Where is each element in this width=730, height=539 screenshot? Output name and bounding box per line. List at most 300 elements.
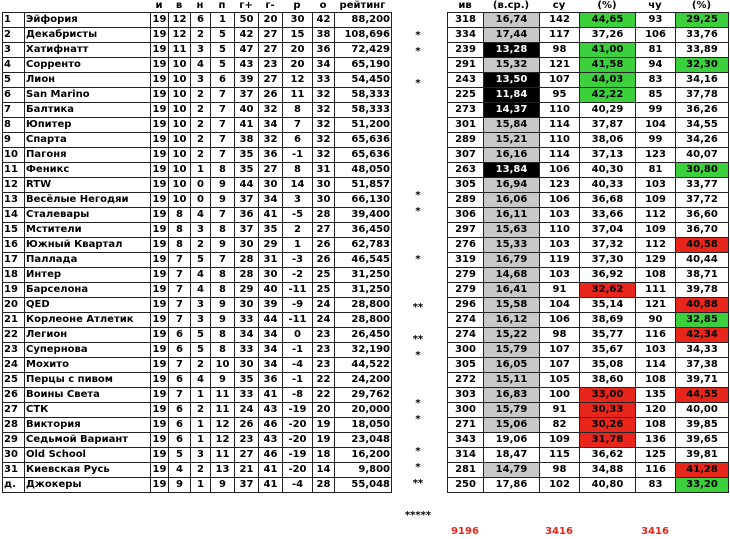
wins-cell: 10: [169, 148, 191, 163]
table-row: [448, 403, 729, 418]
vsr-cell: 16,06: [484, 193, 540, 208]
goal-diff-cell: 11: [283, 88, 313, 103]
chu-cell: 83: [636, 73, 676, 88]
goal-diff-cell: 14: [283, 178, 313, 193]
table-row: [3, 58, 392, 73]
draws-cell: 4: [191, 373, 211, 388]
goal-diff-cell: -9: [283, 298, 313, 313]
goal-diff-cell: 20: [283, 43, 313, 58]
draws-cell: 3: [191, 448, 211, 463]
goals-for-cell: 37: [235, 88, 259, 103]
draws-cell: 5: [191, 343, 211, 358]
goals-for-cell: 30: [235, 298, 259, 313]
team-name: Интер: [25, 268, 151, 283]
iv-cell: 305: [448, 178, 484, 193]
goals-against-cell: 43: [259, 403, 283, 418]
su-cell: 106: [540, 193, 580, 208]
iv-cell: 289: [448, 193, 484, 208]
rating-cell: 51,857: [335, 178, 392, 193]
goals-against-cell: 41: [259, 208, 283, 223]
chu-cell: 109: [636, 193, 676, 208]
wins-cell: 7: [169, 253, 191, 268]
rating-cell: 9,800: [335, 463, 392, 478]
table-row: [448, 358, 729, 373]
draws-cell: 4: [191, 268, 211, 283]
star-mark: [398, 268, 438, 284]
goal-diff-cell: -8: [283, 388, 313, 403]
wins-cell: 10: [169, 103, 191, 118]
losses-cell: 9: [211, 238, 235, 253]
table-row: [3, 403, 392, 418]
goals-against-cell: 31: [259, 253, 283, 268]
vsr-cell: 15,11: [484, 373, 540, 388]
goal-diff-cell: -19: [283, 403, 313, 418]
iv-cell: 276: [448, 238, 484, 253]
su-cell: 115: [540, 448, 580, 463]
table-row: [448, 118, 729, 133]
vsr-cell: 17,86: [484, 478, 540, 493]
wins-cell: 5: [169, 448, 191, 463]
stars-column: [398, 12, 438, 524]
star-mark: [398, 236, 438, 252]
chu-pct-cell: 36,60: [676, 208, 729, 223]
points-cell: 32: [313, 133, 335, 148]
goals-for-cell: 44: [235, 178, 259, 193]
points-cell: 31: [313, 163, 335, 178]
draws-cell: 2: [191, 103, 211, 118]
col-header-vsr: (в.ср.): [492, 0, 530, 11]
losses-cell: 7: [211, 103, 235, 118]
table-row: [448, 178, 729, 193]
goals-against-cell: 46: [259, 418, 283, 433]
table-row: [3, 328, 392, 343]
games-cell: 19: [151, 478, 169, 493]
chu-pct-cell: 29,25: [676, 13, 729, 28]
su-pct-cell: 37,13: [580, 148, 636, 163]
su-pct-cell: 36,68: [580, 193, 636, 208]
iv-cell: 274: [448, 313, 484, 328]
rank-cell: 12: [3, 178, 25, 193]
goal-diff-cell: -19: [283, 448, 313, 463]
rank-cell: 7: [3, 103, 25, 118]
team-name: Феникс: [25, 163, 151, 178]
star-mark: **: [412, 302, 424, 313]
su-cell: 110: [540, 103, 580, 118]
points-cell: 23: [313, 358, 335, 373]
star-mark: [398, 316, 438, 332]
su-pct-cell: 38,60: [580, 373, 636, 388]
table-row: [3, 178, 392, 193]
vsr-cell: 15,79: [484, 343, 540, 358]
su-cell: 103: [540, 238, 580, 253]
chu-cell: 104: [636, 118, 676, 133]
star-mark: *: [415, 78, 421, 89]
chu-pct-cell: 34,33: [676, 343, 729, 358]
chu-cell: 93: [636, 13, 676, 28]
chu-cell: 120: [636, 403, 676, 418]
team-name: Джокеры: [25, 478, 151, 493]
games-cell: 19: [151, 403, 169, 418]
draws-cell: 4: [191, 58, 211, 73]
goals-against-cell: 41: [259, 463, 283, 478]
stats-table: [447, 12, 729, 493]
team-name: Лион: [25, 73, 151, 88]
rating-cell: 72,429: [335, 43, 392, 58]
chu-cell: 99: [636, 133, 676, 148]
draws-cell: 1: [191, 433, 211, 448]
team-name: Виктория: [25, 418, 151, 433]
team-name: Пагоня: [25, 148, 151, 163]
su-cell: 106: [540, 313, 580, 328]
goals-against-cell: 34: [259, 328, 283, 343]
table-row: [448, 148, 729, 163]
col-header-i: и: [155, 0, 163, 11]
goals-for-cell: 35: [235, 163, 259, 178]
iv-cell: 281: [448, 463, 484, 478]
table-row: [3, 118, 392, 133]
su-pct-cell: 41,58: [580, 58, 636, 73]
table-row: [3, 163, 392, 178]
table-row: [448, 58, 729, 73]
goal-diff-cell: 8: [283, 163, 313, 178]
table-row: [3, 268, 392, 283]
chu-cell: 125: [636, 448, 676, 463]
iv-cell: 305: [448, 358, 484, 373]
table-row: [3, 358, 392, 373]
star-mark: [398, 12, 438, 28]
points-cell: 30: [313, 193, 335, 208]
goals-against-cell: 41: [259, 478, 283, 493]
iv-cell: 303: [448, 388, 484, 403]
table-row: [448, 208, 729, 223]
losses-cell: 13: [211, 463, 235, 478]
goals-for-cell: 37: [235, 478, 259, 493]
goal-diff-cell: -20: [283, 433, 313, 448]
wins-cell: 10: [169, 178, 191, 193]
chu-cell: 103: [636, 343, 676, 358]
su-cell: 107: [540, 343, 580, 358]
losses-cell: 8: [211, 283, 235, 298]
games-cell: 19: [151, 73, 169, 88]
goal-diff-cell: -4: [283, 478, 313, 493]
table-row: [3, 253, 392, 268]
total-su: 3416: [545, 526, 573, 537]
chu-pct-cell: 33,89: [676, 43, 729, 58]
rating-cell: 31,250: [335, 268, 392, 283]
table-row: [448, 103, 729, 118]
table-row: [448, 298, 729, 313]
games-cell: 19: [151, 133, 169, 148]
vsr-cell: 15,63: [484, 223, 540, 238]
iv-cell: 289: [448, 133, 484, 148]
chu-pct-cell: 33,77: [676, 178, 729, 193]
losses-cell: 10: [211, 358, 235, 373]
rating-cell: 23,048: [335, 433, 392, 448]
draws-cell: 3: [191, 223, 211, 238]
points-cell: 24: [313, 298, 335, 313]
goals-against-cell: 27: [259, 28, 283, 43]
games-cell: 19: [151, 238, 169, 253]
goal-diff-cell: -1: [283, 148, 313, 163]
col-header-v: в: [175, 0, 183, 11]
rank-cell: 26: [3, 388, 25, 403]
goals-for-cell: 26: [235, 418, 259, 433]
star-mark: *****: [404, 510, 432, 521]
rating-cell: 31,250: [335, 283, 392, 298]
table-row: [448, 283, 729, 298]
table-row: [448, 28, 729, 43]
table-row: [3, 238, 392, 253]
table-row: [3, 463, 392, 478]
iv-cell: 334: [448, 28, 484, 43]
goal-diff-cell: -20: [283, 418, 313, 433]
goals-for-cell: 28: [235, 253, 259, 268]
table-row: [3, 103, 392, 118]
table-row: [3, 448, 392, 463]
chu-pct-cell: 39,78: [676, 283, 729, 298]
su-pct-cell: 33,00: [580, 388, 636, 403]
goals-against-cell: 23: [259, 58, 283, 73]
col-header-chu-pct: (%): [691, 0, 712, 11]
losses-cell: 11: [211, 403, 235, 418]
rating-cell: 28,800: [335, 298, 392, 313]
star-mark: [398, 92, 438, 108]
goals-against-cell: 36: [259, 148, 283, 163]
points-cell: 26: [313, 238, 335, 253]
wins-cell: 8: [169, 238, 191, 253]
draws-cell: 1: [191, 418, 211, 433]
su-pct-cell: 42,22: [580, 88, 636, 103]
wins-cell: 9: [169, 478, 191, 493]
star-mark: [398, 220, 438, 236]
rating-cell: 16,200: [335, 448, 392, 463]
points-cell: 24: [313, 313, 335, 328]
wins-cell: 6: [169, 343, 191, 358]
table-row: [448, 328, 729, 343]
iv-cell: 297: [448, 223, 484, 238]
points-cell: 22: [313, 388, 335, 403]
points-cell: 38: [313, 28, 335, 43]
losses-cell: 8: [211, 328, 235, 343]
chu-pct-cell: 37,78: [676, 88, 729, 103]
table-row: [448, 223, 729, 238]
games-cell: 19: [151, 193, 169, 208]
goals-against-cell: 27: [259, 163, 283, 178]
wins-cell: 6: [169, 373, 191, 388]
iv-cell: 243: [448, 73, 484, 88]
points-cell: 34: [313, 58, 335, 73]
team-name: Балтика: [25, 103, 151, 118]
goals-for-cell: 23: [235, 433, 259, 448]
points-cell: 25: [313, 268, 335, 283]
su-pct-cell: 30,26: [580, 418, 636, 433]
wins-cell: 10: [169, 193, 191, 208]
vsr-cell: 16,79: [484, 253, 540, 268]
team-name: СТК: [25, 403, 151, 418]
rating-cell: 29,762: [335, 388, 392, 403]
star-mark: [398, 108, 438, 124]
rating-cell: 20,000: [335, 403, 392, 418]
chu-pct-cell: 39,65: [676, 433, 729, 448]
draws-cell: 2: [191, 133, 211, 148]
vsr-cell: 11,84: [484, 88, 540, 103]
table-row: [448, 238, 729, 253]
draws-cell: 0: [191, 178, 211, 193]
col-header-su-pct: (%): [597, 0, 617, 11]
chu-pct-cell: 39,85: [676, 418, 729, 433]
su-pct-cell: 40,33: [580, 178, 636, 193]
vsr-cell: 18,47: [484, 448, 540, 463]
rank-cell: 13: [3, 193, 25, 208]
games-cell: 19: [151, 163, 169, 178]
su-cell: 102: [540, 478, 580, 493]
losses-cell: 9: [211, 193, 235, 208]
losses-cell: 9: [211, 178, 235, 193]
star-mark: **: [412, 478, 424, 489]
losses-cell: 8: [211, 163, 235, 178]
vsr-cell: 15,32: [484, 58, 540, 73]
goal-diff-cell: 0: [283, 328, 313, 343]
chu-cell: 109: [636, 223, 676, 238]
chu-cell: 81: [636, 43, 676, 58]
goal-diff-cell: -11: [283, 283, 313, 298]
losses-cell: 7: [211, 253, 235, 268]
goal-diff-cell: -1: [283, 373, 313, 388]
goal-diff-cell: -3: [283, 253, 313, 268]
iv-cell: 296: [448, 298, 484, 313]
team-name: Мохито: [25, 358, 151, 373]
goals-for-cell: 21: [235, 463, 259, 478]
rank-cell: 28: [3, 418, 25, 433]
draws-cell: 2: [191, 358, 211, 373]
wins-cell: 10: [169, 88, 191, 103]
goals-against-cell: 46: [259, 448, 283, 463]
goals-for-cell: 40: [235, 103, 259, 118]
wins-cell: 6: [169, 328, 191, 343]
rating-cell: 65,636: [335, 133, 392, 148]
rating-cell: 32,190: [335, 343, 392, 358]
chu-cell: 108: [636, 268, 676, 283]
goals-for-cell: 35: [235, 373, 259, 388]
star-mark: [398, 124, 438, 140]
team-name: Мстители: [25, 223, 151, 238]
points-cell: 32: [313, 103, 335, 118]
table-row: [3, 88, 392, 103]
su-cell: 98: [540, 43, 580, 58]
vsr-cell: 15,79: [484, 403, 540, 418]
goals-against-cell: 35: [259, 223, 283, 238]
vsr-cell: 13,84: [484, 163, 540, 178]
team-name: Весёлые Негодяи: [25, 193, 151, 208]
points-cell: 27: [313, 223, 335, 238]
goals-against-cell: 34: [259, 358, 283, 373]
col-header-chu: чу: [648, 0, 662, 11]
goal-diff-cell: 30: [283, 13, 313, 28]
points-cell: 23: [313, 343, 335, 358]
star-mark: [398, 172, 438, 188]
su-cell: 117: [540, 28, 580, 43]
points-cell: 30: [313, 178, 335, 193]
losses-cell: 9: [211, 478, 235, 493]
vsr-cell: 16,83: [484, 388, 540, 403]
su-pct-cell: 31,78: [580, 433, 636, 448]
iv-cell: 225: [448, 88, 484, 103]
chu-cell: 112: [636, 208, 676, 223]
vsr-cell: 17,44: [484, 28, 540, 43]
su-pct-cell: 38,06: [580, 133, 636, 148]
su-cell: 121: [540, 58, 580, 73]
goals-against-cell: 36: [259, 373, 283, 388]
rank-cell: 22: [3, 328, 25, 343]
points-cell: 33: [313, 73, 335, 88]
star-mark: *: [415, 254, 421, 265]
rank-cell: 1: [3, 13, 25, 28]
team-name: Old School: [25, 448, 151, 463]
goals-for-cell: 50: [235, 13, 259, 28]
losses-cell: 7: [211, 133, 235, 148]
su-pct-cell: 38,69: [580, 313, 636, 328]
su-cell: 110: [540, 223, 580, 238]
rank-cell: 27: [3, 403, 25, 418]
games-cell: 19: [151, 328, 169, 343]
iv-cell: 263: [448, 163, 484, 178]
su-cell: 100: [540, 388, 580, 403]
goals-for-cell: 42: [235, 28, 259, 43]
goal-diff-cell: 15: [283, 28, 313, 43]
goal-diff-cell: 20: [283, 58, 313, 73]
games-cell: 19: [151, 268, 169, 283]
goals-for-cell: 41: [235, 118, 259, 133]
wins-cell: 7: [169, 358, 191, 373]
points-cell: 23: [313, 328, 335, 343]
su-cell: 142: [540, 13, 580, 28]
losses-cell: 8: [211, 223, 235, 238]
losses-cell: 12: [211, 418, 235, 433]
star-mark: [398, 380, 438, 396]
games-cell: 19: [151, 418, 169, 433]
table-row: [3, 313, 392, 328]
table-row: [448, 268, 729, 283]
table-row: [448, 73, 729, 88]
col-header-r: р: [293, 0, 301, 11]
points-cell: 26: [313, 253, 335, 268]
iv-cell: 314: [448, 448, 484, 463]
rank-cell: 19: [3, 283, 25, 298]
rank-cell: 23: [3, 343, 25, 358]
team-name: Паллада: [25, 253, 151, 268]
games-cell: 19: [151, 118, 169, 133]
su-cell: 123: [540, 178, 580, 193]
table-row: [448, 43, 729, 58]
iv-cell: 274: [448, 328, 484, 343]
table-row: [448, 448, 729, 463]
games-cell: 19: [151, 463, 169, 478]
su-pct-cell: 37,87: [580, 118, 636, 133]
table-row: [3, 223, 392, 238]
wins-cell: 10: [169, 163, 191, 178]
points-cell: 42: [313, 13, 335, 28]
team-name: Барселона: [25, 283, 151, 298]
su-pct-cell: 34,88: [580, 463, 636, 478]
points-cell: 36: [313, 43, 335, 58]
points-cell: 25: [313, 283, 335, 298]
chu-pct-cell: 34,16: [676, 73, 729, 88]
chu-pct-cell: 39,71: [676, 373, 729, 388]
table-row: [448, 478, 729, 493]
su-cell: 103: [540, 268, 580, 283]
table-row: [3, 298, 392, 313]
rank-cell: 29: [3, 433, 25, 448]
